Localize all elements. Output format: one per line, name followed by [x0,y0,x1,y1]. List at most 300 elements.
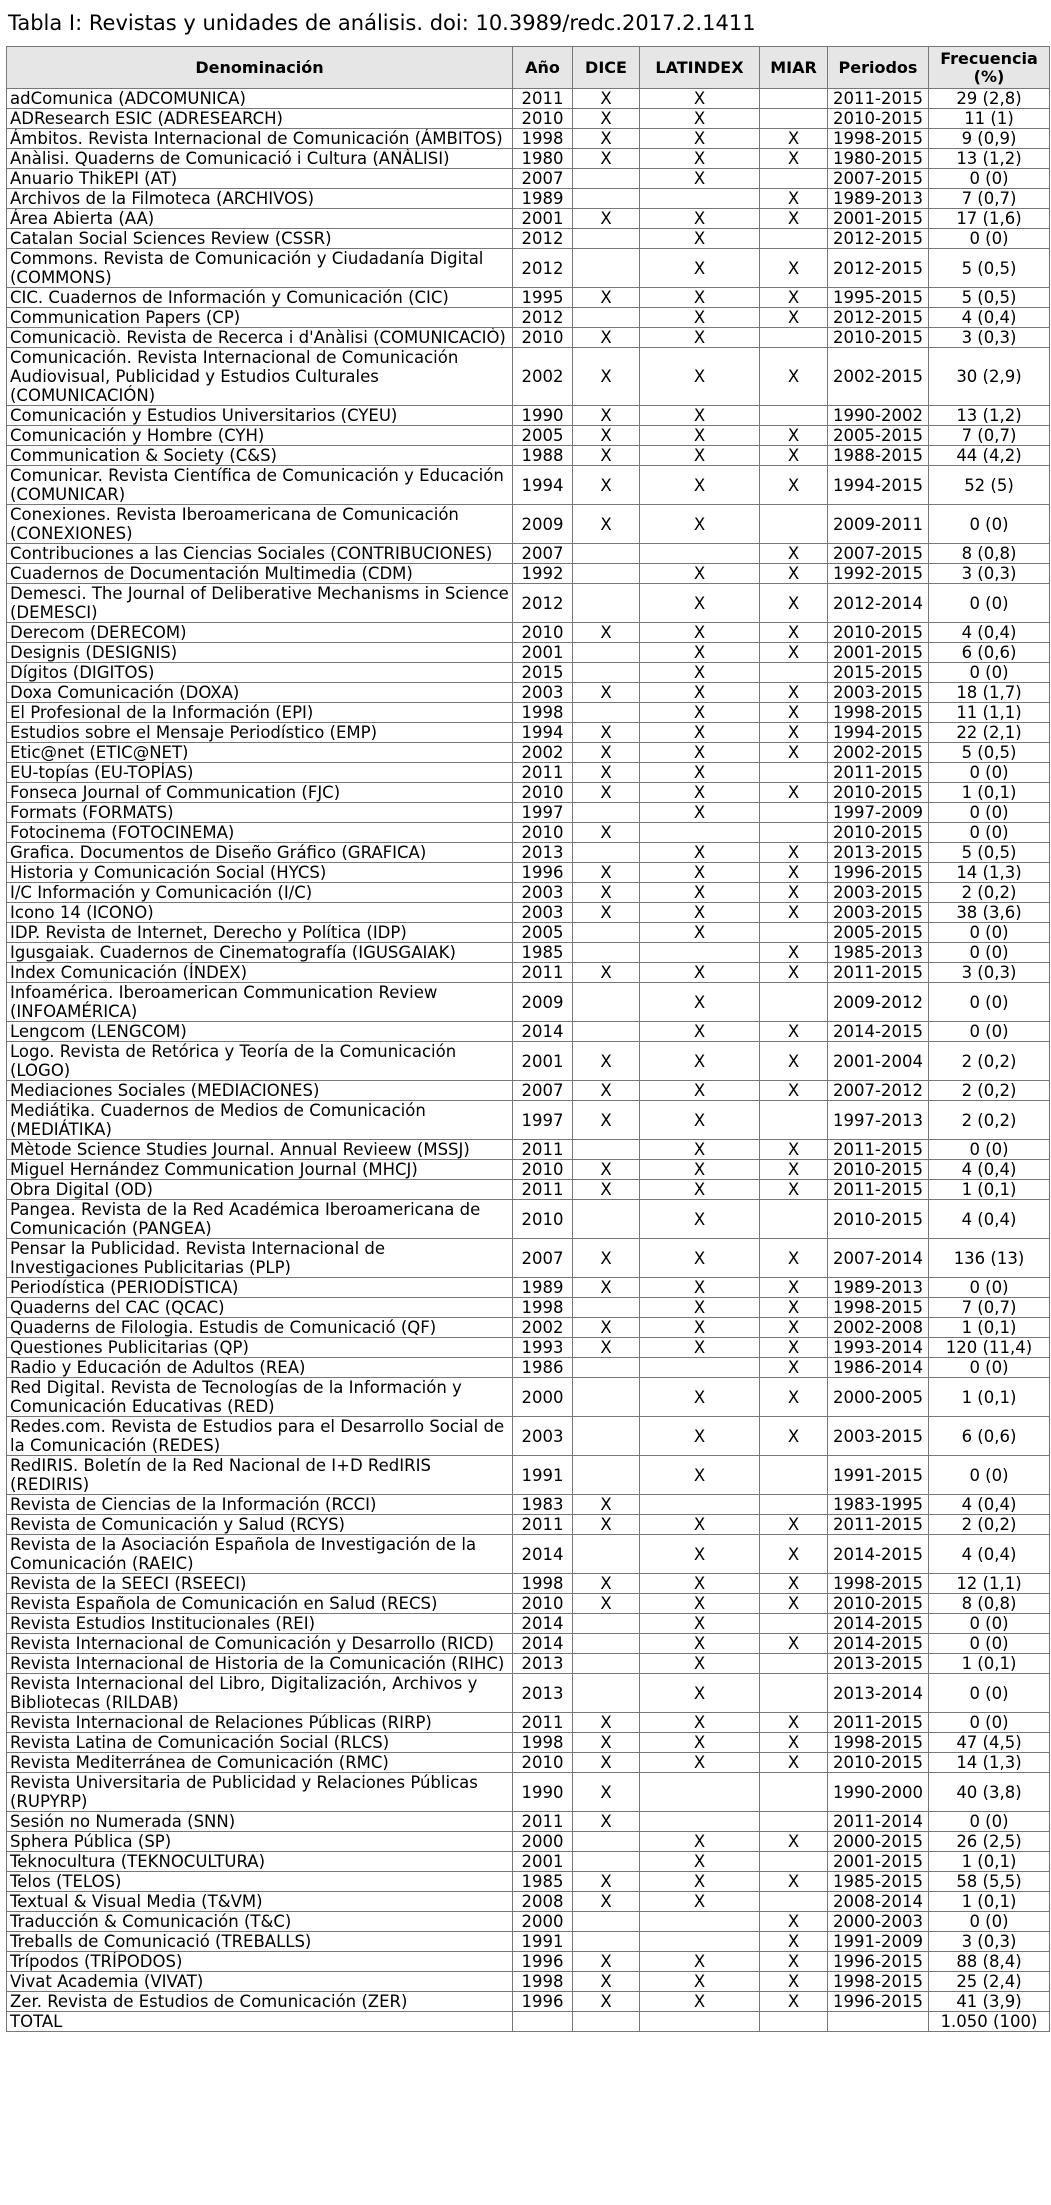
table-row [7,1674,1050,1713]
year-cell: 2002 [513,743,573,763]
total-empty-cell [573,2012,640,2032]
table-body [7,89,1050,2012]
miar-cell: X [760,1832,828,1852]
latindex-cell: X [640,1180,760,1200]
periodos-cell: 1990-2000 [828,1773,929,1812]
frequency-cell: 1 (0,1) [929,1852,1050,1872]
table-row [7,584,1050,623]
frequency-cell: 0 (0) [929,943,1050,963]
frequency-cell: 4 (0,4) [929,308,1050,328]
header-latindex: LATINDEX [640,47,760,89]
latindex-cell: X [640,1298,760,1318]
miar-cell: X [760,1338,828,1358]
journal-name-cell: Icono 14 (ICONO) [7,903,513,923]
miar-cell: X [760,189,828,209]
table-row [7,1972,1050,1992]
total-empty-cell [828,2012,929,2032]
year-cell: 2014 [513,1022,573,1042]
dice-cell: X [573,1180,640,1200]
dice-cell: X [573,1753,640,1773]
journal-name-cell: Lengcom (LENGCOM) [7,1022,513,1042]
journal-name-cell: Mediaciones Sociales (MEDIACIONES) [7,1081,513,1101]
year-cell: 2003 [513,883,573,903]
latindex-cell: X [640,1972,760,1992]
latindex-cell [640,1358,760,1378]
miar-cell [760,763,828,783]
dice-cell [573,189,640,209]
periodos-cell: 1998-2015 [828,1733,929,1753]
latindex-cell: X [640,406,760,426]
table-row [7,348,1050,406]
miar-cell: X [760,743,828,763]
frequency-cell: 26 (2,5) [929,1832,1050,1852]
periodos-cell: 1997-2013 [828,1101,929,1140]
miar-cell: X [760,1180,828,1200]
latindex-cell: X [640,1239,760,1278]
table-row [7,1022,1050,1042]
dice-cell [573,544,640,564]
journal-name-cell: Revista Mediterránea de Comunicación (RMC) [7,1753,513,1773]
year-cell: 1993 [513,1338,573,1358]
dice-cell [573,1912,640,1932]
miar-cell: X [760,1318,828,1338]
journal-name-cell: CIC. Cuadernos de Información y Comunicación (CIC) [7,288,513,308]
year-cell: 2009 [513,983,573,1022]
periodos-cell: 1986-2014 [828,1358,929,1378]
periodos-cell: 2013-2015 [828,843,929,863]
dice-cell: X [573,623,640,643]
journal-name-cell: ADResearch ESIC (ADRESEARCH) [7,109,513,129]
year-cell: 1998 [513,1733,573,1753]
frequency-cell: 8 (0,8) [929,1594,1050,1614]
header-name: Denominación [7,47,513,89]
miar-cell [760,923,828,943]
miar-cell: X [760,1042,828,1081]
journal-name-cell: Radio y Educación de Adultos (REA) [7,1358,513,1378]
miar-cell [760,505,828,544]
dice-cell [573,564,640,584]
table-row [7,1200,1050,1239]
frequency-cell: 1 (0,1) [929,1318,1050,1338]
latindex-cell: X [640,843,760,863]
frequency-cell: 5 (0,5) [929,843,1050,863]
table-row [7,288,1050,308]
journal-name-cell: Anuario ThikEPI (AT) [7,169,513,189]
periodos-cell: 2005-2015 [828,426,929,446]
table-row [7,1594,1050,1614]
year-cell: 2005 [513,923,573,943]
journal-name-cell: Sphera Pública (SP) [7,1832,513,1852]
miar-cell [760,1614,828,1634]
periodos-cell: 2007-2012 [828,1081,929,1101]
year-cell: 1990 [513,1773,573,1812]
frequency-cell: 0 (0) [929,505,1050,544]
latindex-cell [640,1495,760,1515]
dice-cell: X [573,1515,640,1535]
table-row [7,743,1050,763]
frequency-cell: 14 (1,3) [929,1753,1050,1773]
dice-cell: X [573,505,640,544]
journal-name-cell: Doxa Comunicación (DOXA) [7,683,513,703]
frequency-cell: 0 (0) [929,229,1050,249]
journal-name-cell: Revista Internacional de Relaciones Públicas (RIRP) [7,1713,513,1733]
table-row [7,1535,1050,1574]
table-row [7,129,1050,149]
year-cell: 2013 [513,843,573,863]
journal-name-cell: Pensar la Publicidad. Revista Internacional de Investigaciones Publicitarias (PLP) [7,1239,513,1278]
latindex-cell: X [640,149,760,169]
journal-name-cell: Zer. Revista de Estudios de Comunicación (ZER) [7,1992,513,2012]
latindex-cell: X [640,1515,760,1535]
latindex-cell: X [640,426,760,446]
periodos-cell: 2001-2015 [828,643,929,663]
year-cell: 2010 [513,823,573,843]
dice-cell [573,1140,640,1160]
dice-cell: X [573,348,640,406]
periodos-cell: 2000-2003 [828,1912,929,1932]
frequency-cell: 3 (0,3) [929,564,1050,584]
miar-cell: X [760,584,828,623]
table-row [7,1318,1050,1338]
table-row [7,229,1050,249]
dice-cell: X [573,406,640,426]
miar-cell: X [760,1417,828,1456]
frequency-cell: 0 (0) [929,1456,1050,1495]
latindex-cell: X [640,983,760,1022]
journal-name-cell: Revista de Comunicación y Salud (RCYS) [7,1515,513,1535]
table-row [7,883,1050,903]
latindex-cell: X [640,1852,760,1872]
year-cell: 1994 [513,466,573,505]
miar-cell: X [760,723,828,743]
table-row [7,1160,1050,1180]
year-cell: 1997 [513,1101,573,1140]
frequency-cell: 0 (0) [929,663,1050,683]
table-row [7,544,1050,564]
journal-name-cell: Comunicaciò. Revista de Recerca i d'Anàlisi (COMUNICACIÒ) [7,328,513,348]
frequency-cell: 47 (4,5) [929,1733,1050,1753]
latindex-cell: X [640,1318,760,1338]
table-row [7,703,1050,723]
year-cell: 2010 [513,1753,573,1773]
dice-cell: X [573,149,640,169]
latindex-cell: X [640,1713,760,1733]
periodos-cell: 1993-2014 [828,1338,929,1358]
periodos-cell: 2001-2004 [828,1042,929,1081]
table-row [7,1932,1050,1952]
latindex-cell: X [640,1140,760,1160]
latindex-cell: X [640,1338,760,1358]
year-cell: 2010 [513,783,573,803]
frequency-cell: 1 (0,1) [929,1180,1050,1200]
journal-name-cell: Grafica. Documentos de Diseño Gráfico (GRAFICA) [7,843,513,863]
frequency-cell: 6 (0,6) [929,1417,1050,1456]
latindex-cell: X [640,249,760,288]
dice-cell [573,584,640,623]
frequency-cell: 8 (0,8) [929,544,1050,564]
journal-name-cell: Revista de la SEECI (RSEECI) [7,1574,513,1594]
latindex-cell: X [640,923,760,943]
frequency-cell: 38 (3,6) [929,903,1050,923]
periodos-cell: 1996-2015 [828,1952,929,1972]
table-row [7,763,1050,783]
miar-cell: X [760,1515,828,1535]
miar-cell: X [760,1992,828,2012]
year-cell: 2001 [513,1042,573,1081]
latindex-cell [640,1912,760,1932]
table-row [7,328,1050,348]
table-row [7,623,1050,643]
latindex-cell: X [640,1733,760,1753]
miar-cell [760,109,828,129]
miar-cell: X [760,1160,828,1180]
dice-cell [573,663,640,683]
frequency-cell: 88 (8,4) [929,1952,1050,1972]
table-row [7,1614,1050,1634]
table-row [7,1872,1050,1892]
miar-cell: X [760,623,828,643]
miar-cell: X [760,1278,828,1298]
periodos-cell: 1998-2015 [828,1574,929,1594]
latindex-cell [640,943,760,963]
miar-cell [760,1101,828,1140]
dice-cell: X [573,1318,640,1338]
journal-name-cell: Contribuciones a las Ciencias Sociales (CONTRIBUCIONES) [7,544,513,564]
frequency-cell: 9 (0,9) [929,129,1050,149]
frequency-cell: 4 (0,4) [929,1495,1050,1515]
year-cell: 2000 [513,1378,573,1417]
year-cell: 2012 [513,249,573,288]
year-cell: 1994 [513,723,573,743]
year-cell: 2002 [513,348,573,406]
journal-name-cell: Teknocultura (TEKNOCULTURA) [7,1852,513,1872]
dice-cell: X [573,903,640,923]
latindex-cell: X [640,89,760,109]
periodos-cell: 2008-2014 [828,1892,929,1912]
frequency-cell: 0 (0) [929,1022,1050,1042]
total-row [7,2012,1050,2032]
year-cell: 1989 [513,189,573,209]
year-cell: 1985 [513,1872,573,1892]
frequency-cell: 0 (0) [929,584,1050,623]
miar-cell [760,1456,828,1495]
journal-name-cell: Telos (TELOS) [7,1872,513,1892]
journal-name-cell: Commons. Revista de Comunicación y Ciudadanía Digital (COMMONS) [7,249,513,288]
dice-cell: X [573,328,640,348]
frequency-cell: 2 (0,2) [929,883,1050,903]
frequency-cell: 30 (2,9) [929,348,1050,406]
journal-name-cell: Fonseca Journal of Communication (FJC) [7,783,513,803]
frequency-cell: 0 (0) [929,1358,1050,1378]
dice-cell: X [573,1713,640,1733]
dice-cell: X [573,683,640,703]
frequency-cell: 58 (5,5) [929,1872,1050,1892]
miar-cell: X [760,308,828,328]
year-cell: 1992 [513,564,573,584]
year-cell: 2007 [513,169,573,189]
frequency-cell: 5 (0,5) [929,743,1050,763]
dice-cell [573,943,640,963]
frequency-cell: 4 (0,4) [929,1535,1050,1574]
frequency-cell: 7 (0,7) [929,189,1050,209]
header-dice: DICE [573,47,640,89]
year-cell: 1998 [513,1972,573,1992]
miar-cell: X [760,1753,828,1773]
table-row [7,1773,1050,1812]
total-empty-cell [640,2012,760,2032]
year-cell: 1980 [513,149,573,169]
latindex-cell: X [640,446,760,466]
latindex-cell: X [640,209,760,229]
journal-name-cell: Derecom (DERECOM) [7,623,513,643]
frequency-cell: 7 (0,7) [929,1298,1050,1318]
year-cell: 2007 [513,1081,573,1101]
journal-name-cell: Comunicación. Revista Internacional de Comunicación Audiovisual, Publicidad y Estudios Culturales (COMUNICACIÓN) [7,348,513,406]
periodos-cell: 1998-2015 [828,129,929,149]
latindex-cell [640,544,760,564]
journal-name-cell: Infoamérica. Iberoamerican Communication Review (INFOAMÉRICA) [7,983,513,1022]
year-cell: 2007 [513,1239,573,1278]
frequency-cell: 13 (1,2) [929,406,1050,426]
header-periodos: Periodos [828,47,929,89]
dice-cell [573,643,640,663]
periodos-cell: 1985-2013 [828,943,929,963]
dice-cell [573,1378,640,1417]
miar-cell [760,983,828,1022]
latindex-cell: X [640,1042,760,1081]
dice-cell: X [573,783,640,803]
table-row [7,1912,1050,1932]
journals-table [6,46,1050,2032]
table-row [7,943,1050,963]
table-row [7,109,1050,129]
journal-name-cell: Comunicación y Estudios Universitarios (CYEU) [7,406,513,426]
frequency-cell: 11 (1,1) [929,703,1050,723]
frequency-cell: 0 (0) [929,1278,1050,1298]
year-cell: 1985 [513,943,573,963]
year-cell: 1997 [513,803,573,823]
table-row [7,823,1050,843]
table-row [7,1239,1050,1278]
dice-cell [573,1200,640,1239]
year-cell: 2001 [513,209,573,229]
journal-name-cell: Anàlisi. Quaderns de Comunicació i Cultura (ANÀLISI) [7,149,513,169]
year-cell: 1998 [513,703,573,723]
dice-cell: X [573,1338,640,1358]
dice-cell: X [573,466,640,505]
periodos-cell: 2007-2015 [828,544,929,564]
header-frequency-line2: (%) [973,66,1005,86]
periodos-cell: 2012-2015 [828,229,929,249]
frequency-cell: 52 (5) [929,466,1050,505]
year-cell: 2012 [513,308,573,328]
journal-name-cell: Vivat Academia (VIVAT) [7,1972,513,1992]
periodos-cell: 2010-2015 [828,623,929,643]
year-cell: 2011 [513,963,573,983]
periodos-cell: 1992-2015 [828,564,929,584]
miar-cell [760,169,828,189]
year-cell: 2012 [513,584,573,623]
periodos-cell: 2010-2015 [828,823,929,843]
latindex-cell: X [640,584,760,623]
frequency-cell: 22 (2,1) [929,723,1050,743]
periodos-cell: 2003-2015 [828,683,929,703]
dice-cell: X [573,1812,640,1832]
year-cell: 2011 [513,1812,573,1832]
dice-cell: X [573,1872,640,1892]
latindex-cell: X [640,623,760,643]
table-row [7,1515,1050,1535]
frequency-cell: 0 (0) [929,1912,1050,1932]
journal-name-cell: Área Abierta (AA) [7,209,513,229]
periodos-cell: 2001-2015 [828,209,929,229]
dice-cell [573,1654,640,1674]
year-cell: 1986 [513,1358,573,1378]
frequency-cell: 29 (2,8) [929,89,1050,109]
table-row [7,783,1050,803]
frequency-cell: 5 (0,5) [929,249,1050,288]
periodos-cell: 2005-2015 [828,923,929,943]
periodos-cell: 2002-2008 [828,1318,929,1338]
dice-cell [573,703,640,723]
frequency-cell: 3 (0,3) [929,1932,1050,1952]
table-row [7,1456,1050,1495]
year-cell: 2010 [513,1594,573,1614]
year-cell: 1996 [513,863,573,883]
dice-cell: X [573,1081,640,1101]
journal-name-cell: EU-topías (EU-TOPÍAS) [7,763,513,783]
periodos-cell: 1998-2015 [828,1298,929,1318]
year-cell: 2011 [513,1515,573,1535]
year-cell: 1991 [513,1932,573,1952]
frequency-cell: 0 (0) [929,1674,1050,1713]
table-row [7,466,1050,505]
frequency-cell: 0 (0) [929,823,1050,843]
miar-cell: X [760,446,828,466]
periodos-cell: 2009-2012 [828,983,929,1022]
table-row [7,1713,1050,1733]
latindex-cell: X [640,288,760,308]
dice-cell: X [573,109,640,129]
journal-name-cell: Questiones Publicitarias (QP) [7,1338,513,1358]
miar-cell: X [760,1733,828,1753]
latindex-cell: X [640,963,760,983]
latindex-cell: X [640,1278,760,1298]
journal-name-cell: Redes.com. Revista de Estudios para el Desarrollo Social de la Comunicación (REDES) [7,1417,513,1456]
periodos-cell: 1998-2015 [828,703,929,723]
journal-name-cell: El Profesional de la Información (EPI) [7,703,513,723]
frequency-cell: 18 (1,7) [929,683,1050,703]
periodos-cell: 2011-2014 [828,1812,929,1832]
latindex-cell: X [640,1614,760,1634]
periodos-cell: 1991-2009 [828,1932,929,1952]
periodos-cell: 1997-2009 [828,803,929,823]
table-row [7,683,1050,703]
periodos-cell: 2011-2015 [828,1180,929,1200]
year-cell: 2013 [513,1654,573,1674]
year-cell: 2011 [513,1713,573,1733]
periodos-cell: 1995-2015 [828,288,929,308]
frequency-cell: 1 (0,1) [929,1654,1050,1674]
year-cell: 2001 [513,643,573,663]
miar-cell: X [760,1932,828,1952]
table-row [7,169,1050,189]
frequency-cell: 3 (0,3) [929,328,1050,348]
table-row [7,1042,1050,1081]
periodos-cell: 1996-2015 [828,1992,929,2012]
miar-cell: X [760,1594,828,1614]
frequency-cell: 2 (0,2) [929,1042,1050,1081]
